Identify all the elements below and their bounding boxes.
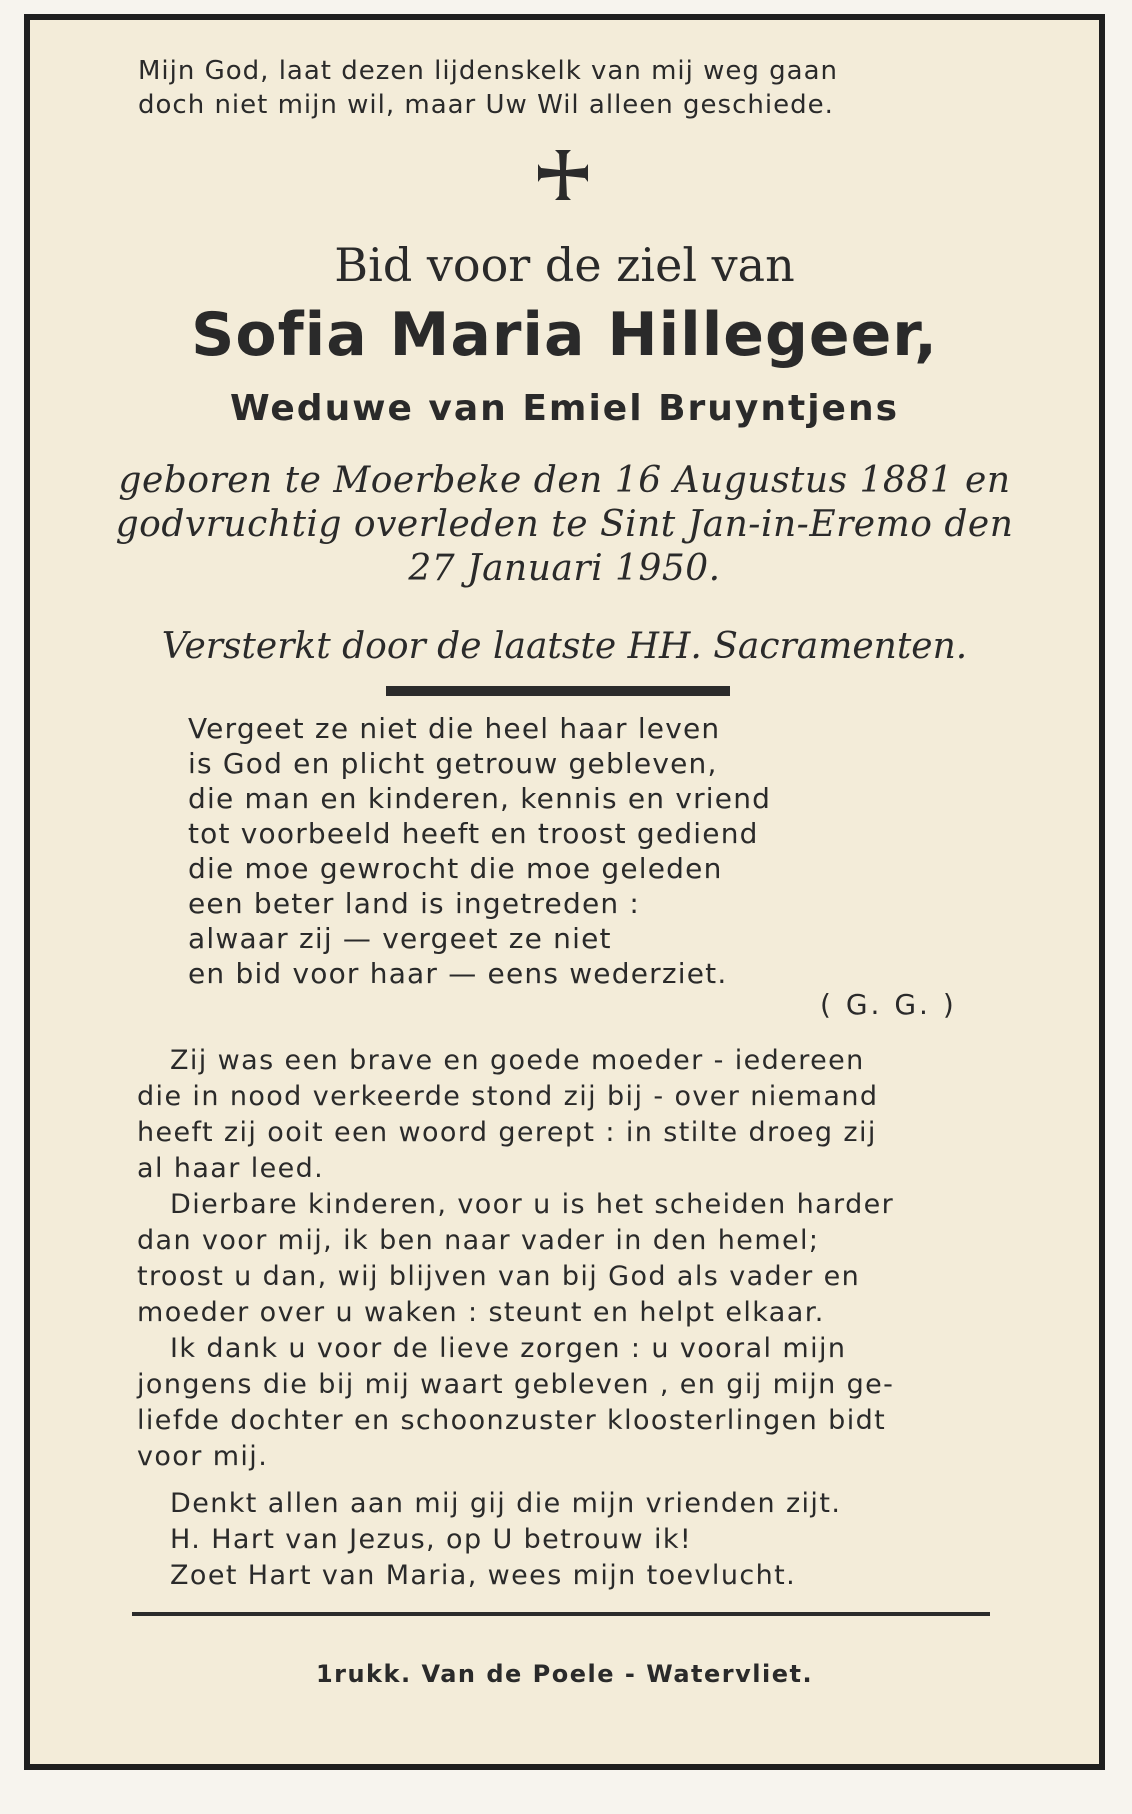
section-divider — [386, 686, 730, 696]
paragraph-line-8: moeder over u waken : steunt en helpt elkaar. — [137, 1297, 825, 1328]
paragraph-line-14: H. Hart van Jezus, op U betrouw ik! — [170, 1524, 693, 1555]
deceased-name: Sofia Maria Hillegeer, — [191, 300, 938, 370]
paragraph-line-15: Zoet Hart van Maria, wees mijn toevlucht. — [170, 1560, 797, 1591]
cross-icon — [535, 148, 591, 204]
widow-of-line: Weduwe van Emiel Bruyntjens — [229, 388, 900, 429]
paragraph-line-4: al haar leed. — [137, 1153, 325, 1184]
poem-line-6: een beter land is ingetreden : — [188, 887, 641, 920]
paragraph-line-9: Ik dank u voor de lieve zorgen : u vooral mijn — [170, 1333, 847, 1364]
biography-line-1: geboren te Moerbeke den 16 Augustus 1881 en — [118, 460, 1011, 501]
paragraph-line-1: Zij was een brave en goede moeder - iedereen — [170, 1045, 865, 1076]
paragraph-line-12: voor mij. — [137, 1441, 269, 1472]
paragraph-line-13: Denkt allen aan mij gij die mijn vrienden zijt. — [170, 1488, 842, 1519]
paragraph-line-10: jongens die bij mij waart gebleven , en gij mijn ge- — [137, 1369, 895, 1400]
poem-line-1: Vergeet ze niet die heel haar leven — [188, 712, 721, 745]
poem-line-5: die moe gewrocht die moe geleden — [188, 852, 723, 885]
printer-credit: 1rukk. Van de Poele - Watervliet. — [315, 1660, 814, 1688]
paragraph-line-6: dan voor mij, ik ben naar vader in den hemel; — [137, 1225, 820, 1256]
poem-signature: ( G. G. ) — [820, 988, 957, 1021]
paragraph-line-3: heeft zij ooit een woord gerept : in stilte droeg zij — [137, 1117, 877, 1148]
opening-prayer-line-1: Mijn God, laat dezen lijdenskelk van mij weg gaan — [138, 56, 838, 86]
poem-line-8: en bid voor haar — eens wederziet. — [188, 957, 728, 990]
paragraph-line-5: Dierbare kinderen, voor u is het scheiden harder — [170, 1189, 895, 1220]
poem-line-4: tot voorbeeld heeft en troost gediend — [188, 817, 759, 850]
biography-line-2: godvruchtig overleden te Sint Jan-in-Eremo den — [115, 504, 1014, 545]
paragraph-line-7: troost u dan, wij blijven van bij God als vader en — [137, 1261, 861, 1292]
biography-line-3: 27 Januari 1950. — [408, 548, 721, 589]
opening-prayer-line-2: doch niet mijn wil, maar Uw Wil alleen geschiede. — [138, 90, 834, 120]
poem-line-7: alwaar zij — vergeet ze niet — [188, 922, 612, 955]
poem-line-2: is God en plicht getrouw gebleven, — [188, 747, 718, 780]
sacraments-line: Versterkt door de laatste HH. Sacramenten. — [161, 626, 968, 667]
memorial-card — [24, 14, 1105, 1770]
paragraph-line-11: liefde dochter en schoonzuster kloosterlingen bidt — [137, 1405, 887, 1436]
footer-divider — [132, 1612, 990, 1616]
poem-line-3: die man en kinderen, kennis en vriend — [188, 782, 772, 815]
paragraph-line-2: die in nood verkeerde stond zij bij - over niemand — [137, 1081, 879, 1112]
prayer-heading: Bid voor de ziel van — [334, 238, 795, 292]
